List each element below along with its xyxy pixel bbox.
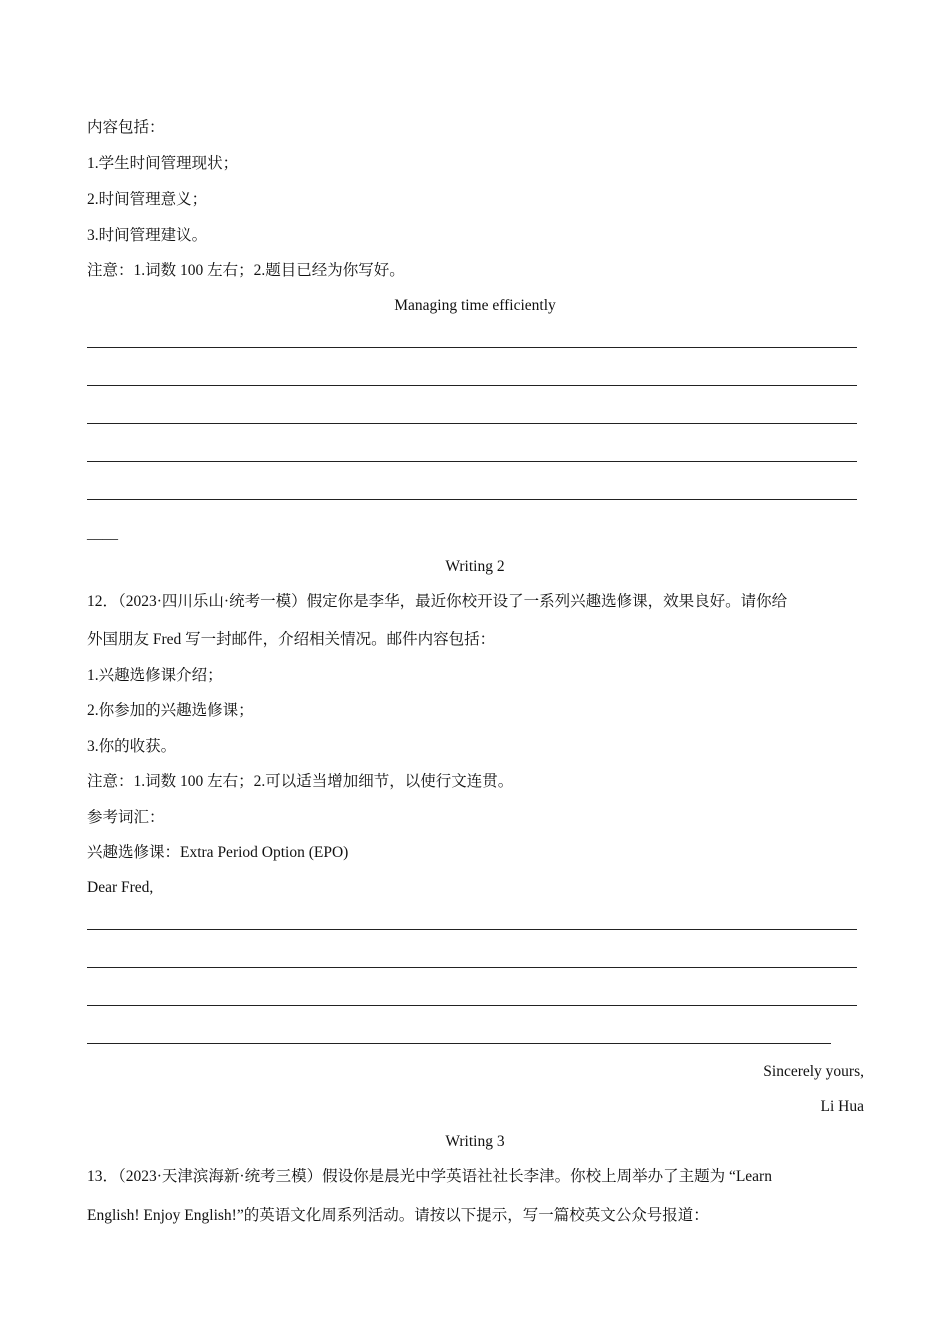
writing-3-heading: Writing 3: [445, 1133, 505, 1150]
short-answer-line: ____: [87, 525, 118, 542]
w2-point-3: 3.你的收获。: [87, 738, 177, 755]
answer-line: [87, 967, 857, 968]
w2-point-1: 1.兴趣选修课介绍；: [87, 667, 223, 684]
writing-2-heading: Writing 2: [445, 558, 505, 575]
vocab-item: 兴趣选修课：Extra Period Option (EPO): [87, 844, 349, 861]
vocab-heading: 参考词汇：: [87, 809, 165, 826]
answer-line: [87, 1043, 831, 1044]
answer-line: [87, 929, 857, 930]
w2-point-2: 2.你参加的兴趣选修课；: [87, 702, 254, 719]
answer-line: [87, 499, 857, 500]
signature: Li Hua: [820, 1098, 864, 1115]
question-12-line-1: 12．（2023·四川乐山·统考一模）假定你是李华，最近你校开设了一系列兴趣选修课，效果良好。请你给: [87, 593, 788, 610]
answer-line: [87, 1005, 857, 1006]
answer-line: [87, 347, 857, 348]
question-13-line-2: English! Enjoy English!”的英语文化周系列活动。请按以下提示，写一篇校英文公众号报道：: [87, 1207, 709, 1224]
content-heading: 内容包括：: [87, 119, 165, 136]
w2-note: 注意：1.词数 100 左右；2.可以适当增加细节，以使行文连贯。: [87, 773, 514, 790]
closing: Sincerely yours,: [763, 1063, 864, 1080]
point-1: 1.学生时间管理现状；: [87, 155, 239, 172]
question-13-line-1: 13．（2023·天津滨海新·统考三模）假设你是晨光中学英语社社长李津。你校上周举办了主题为 “Learn: [87, 1168, 772, 1185]
answer-line: [87, 461, 857, 462]
salutation: Dear Fred,: [87, 879, 154, 896]
answer-line: [87, 423, 857, 424]
note: 注意：1.词数 100 左右；2.题目已经为你写好。: [87, 262, 405, 279]
point-3: 3.时间管理建议。: [87, 227, 208, 244]
point-2: 2.时间管理意义；: [87, 191, 208, 208]
essay-title: Managing time efficiently: [394, 297, 556, 314]
question-12-line-2: 外国朋友 Fred 写一封邮件，介绍相关情况。邮件内容包括：: [87, 631, 496, 648]
answer-line: [87, 385, 857, 386]
